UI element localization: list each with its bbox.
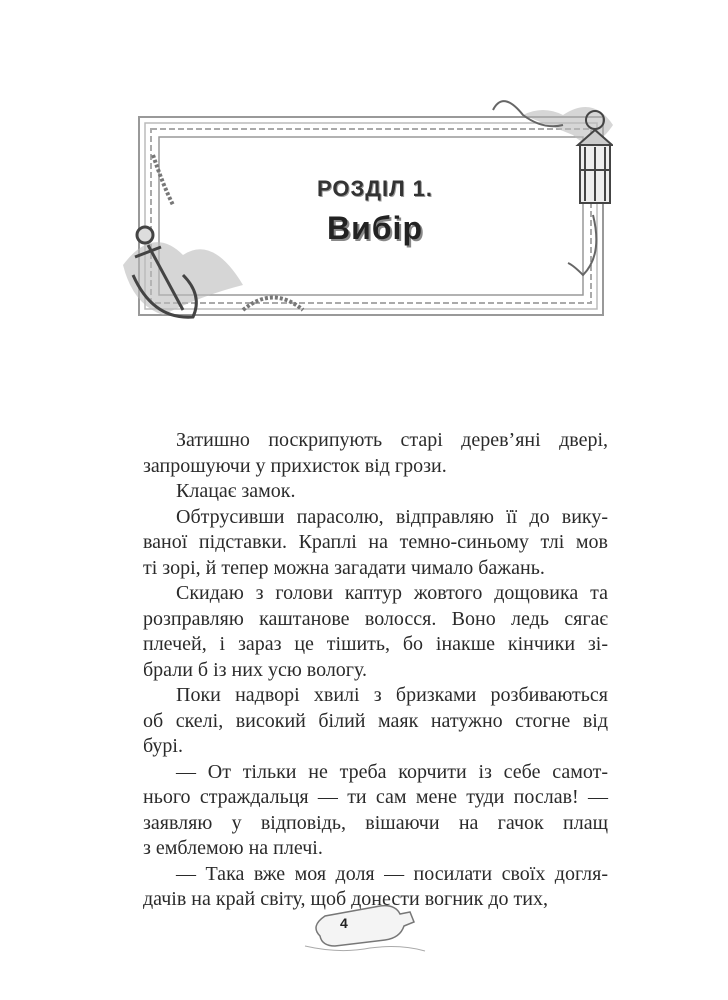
text-line: нього страждальця — ти сам мене туди послав! —: [143, 786, 608, 808]
text-line: — От тільки не треба корчити із себе самот-: [176, 760, 608, 783]
text-line: дачів на край світу, щоб донести вогник до тих,: [143, 888, 548, 910]
chapter-title: Вибір: [327, 210, 423, 246]
text-line: заявляю у відповідь, вішаючи на гачок плащ: [143, 811, 608, 834]
text-line: ваної підставки. Краплі на темно-синьому тлі мов: [143, 531, 608, 553]
text-line: — Така вже моя доля — посилати своїх догля-: [176, 862, 608, 885]
text-line: Обтрусивши парасолю, відправляю її до вику-: [176, 505, 608, 528]
text-line: плечей, і зараз це тішить, бо інакше кінчики зі-: [143, 633, 608, 655]
text-line: брали б із них усю вологу.: [143, 658, 367, 681]
bottle-illustration-icon: [300, 896, 430, 956]
text-line: Поки надворі хвилі з бризками розбиваються: [176, 684, 608, 706]
text-line: бурі.: [143, 735, 183, 757]
text-line: Затишно поскрипують старі дерев’яні двері,: [176, 429, 608, 451]
text-line: ті зорі, й тепер можна загадати чимало бажань.: [143, 556, 545, 579]
text-line: з емблемою на плечі.: [143, 837, 323, 859]
text-line: Скидаю з голови каптур жовтого дощовика та: [176, 582, 608, 604]
page-number: 4: [340, 915, 348, 931]
frame-decoration-icon: [123, 85, 613, 325]
text-line: розправляю каштанове волосся. Воно ледь сягає: [143, 607, 608, 630]
chapter-number: РОЗДІЛ 1.: [317, 176, 433, 201]
chapter-body-text: [143, 428, 608, 913]
text-line: об скелі, високий білий маяк натужно стогне від: [143, 709, 608, 732]
text-line: запрошуючи у прихисток від грози.: [143, 454, 447, 477]
text-line: Клацає замок.: [176, 480, 296, 502]
